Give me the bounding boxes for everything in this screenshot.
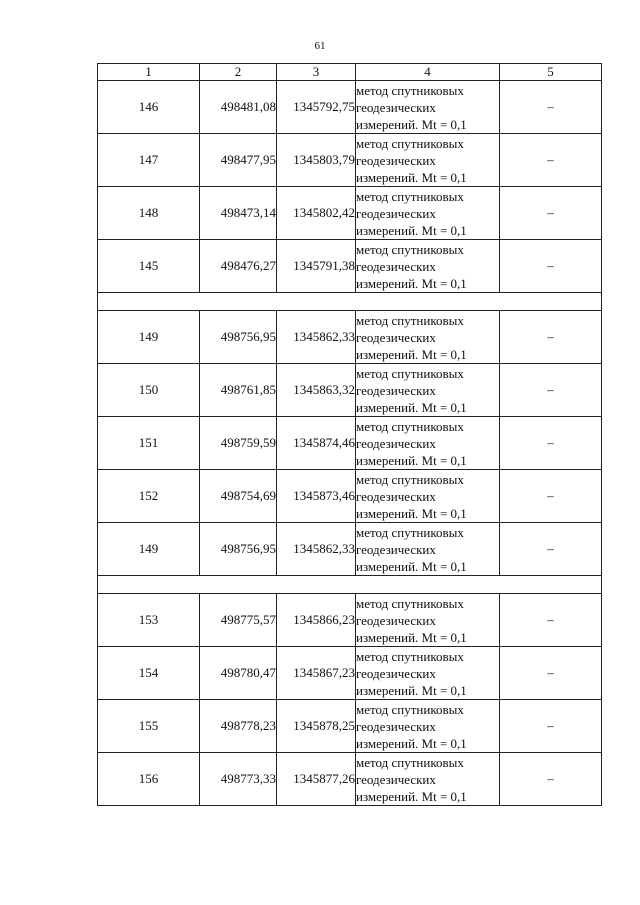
method-line: метод спутниковых: [356, 701, 464, 717]
y-coordinate-cell: 1345878,25: [277, 700, 356, 753]
method-line: измерений. Mt = 0,1: [356, 399, 467, 415]
method-line: геодезических: [356, 152, 436, 168]
method-line: измерений. Mt = 0,1: [356, 275, 467, 291]
method-line: геодезических: [356, 612, 436, 628]
method-line: метод спутниковых: [356, 524, 464, 540]
table-row: [98, 364, 602, 417]
method-line: измерений. Mt = 0,1: [356, 346, 467, 362]
header-col-2: 2: [200, 64, 277, 81]
x-coordinate-cell: 498481,08: [200, 81, 277, 134]
separator-row: [98, 293, 602, 311]
point-number-cell: 155: [98, 700, 200, 753]
x-coordinate-cell: 498778,23: [200, 700, 277, 753]
y-coordinate-cell: 1345862,33: [277, 311, 356, 364]
x-coordinate-cell: 498477,95: [200, 134, 277, 187]
header-row: [98, 64, 602, 81]
table-row: [98, 647, 602, 700]
x-coordinate-cell: 498754,69: [200, 470, 277, 523]
column-5-cell: –: [500, 240, 602, 293]
method-cell: [356, 470, 500, 523]
method-line: геодезических: [356, 258, 436, 274]
method-line: геодезических: [356, 718, 436, 734]
header-col-3: 3: [277, 64, 356, 81]
method-line: геодезических: [356, 488, 436, 504]
method-line: измерений. Mt = 0,1: [356, 682, 467, 698]
separator-cell: [98, 293, 602, 311]
table-row: [98, 523, 602, 576]
method-line: геодезических: [356, 99, 436, 115]
point-number-cell: 156: [98, 753, 200, 806]
x-coordinate-cell: 498780,47: [200, 647, 277, 700]
method-line: метод спутниковых: [356, 471, 464, 487]
method-line: метод спутниковых: [356, 648, 464, 664]
x-coordinate-cell: 498756,95: [200, 523, 277, 576]
method-line: измерений. Mt = 0,1: [356, 629, 467, 645]
method-line: метод спутниковых: [356, 595, 464, 611]
column-5-cell: –: [500, 523, 602, 576]
table-row: [98, 187, 602, 240]
method-cell: [356, 417, 500, 470]
y-coordinate-cell: 1345863,32: [277, 364, 356, 417]
y-coordinate-cell: 1345862,33: [277, 523, 356, 576]
table-row: [98, 753, 602, 806]
column-5-cell: –: [500, 81, 602, 134]
column-5-cell: –: [500, 647, 602, 700]
column-5-cell: –: [500, 470, 602, 523]
y-coordinate-cell: 1345866,23: [277, 594, 356, 647]
x-coordinate-cell: 498761,85: [200, 364, 277, 417]
column-5-cell: –: [500, 311, 602, 364]
method-line: геодезических: [356, 435, 436, 451]
column-5-cell: –: [500, 417, 602, 470]
column-5-cell: –: [500, 134, 602, 187]
point-number-cell: 147: [98, 134, 200, 187]
x-coordinate-cell: 498756,95: [200, 311, 277, 364]
method-cell: [356, 364, 500, 417]
method-line: метод спутниковых: [356, 241, 464, 257]
point-number-cell: 154: [98, 647, 200, 700]
x-coordinate-cell: 498759,59: [200, 417, 277, 470]
point-number-cell: 153: [98, 594, 200, 647]
y-coordinate-cell: 1345792,75: [277, 81, 356, 134]
method-line: измерений. Mt = 0,1: [356, 169, 467, 185]
table-row: [98, 311, 602, 364]
header-col-4: 4: [356, 64, 500, 81]
point-number-cell: 149: [98, 523, 200, 576]
x-coordinate-cell: 498476,27: [200, 240, 277, 293]
point-number-cell: 148: [98, 187, 200, 240]
method-line: геодезических: [356, 329, 436, 345]
table-row: [98, 240, 602, 293]
method-line: измерений. Mt = 0,1: [356, 558, 467, 574]
y-coordinate-cell: 1345867,23: [277, 647, 356, 700]
method-cell: [356, 647, 500, 700]
header-col-1: 1: [98, 64, 200, 81]
table-row: [98, 700, 602, 753]
y-coordinate-cell: 1345803,79: [277, 134, 356, 187]
coordinates-table: [97, 63, 602, 806]
method-line: метод спутниковых: [356, 188, 464, 204]
header-col-5: 5: [500, 64, 602, 81]
method-cell: [356, 700, 500, 753]
page-number: 61: [314, 40, 326, 52]
method-cell: [356, 187, 500, 240]
column-5-cell: –: [500, 700, 602, 753]
method-line: метод спутниковых: [356, 754, 464, 770]
point-number-cell: 150: [98, 364, 200, 417]
method-cell: [356, 523, 500, 576]
y-coordinate-cell: 1345874,46: [277, 417, 356, 470]
method-line: метод спутниковых: [356, 418, 464, 434]
separator-row: [98, 576, 602, 594]
table-body: [98, 81, 602, 806]
method-cell: [356, 753, 500, 806]
point-number-cell: 149: [98, 311, 200, 364]
method-line: метод спутниковых: [356, 365, 464, 381]
method-line: измерений. Mt = 0,1: [356, 505, 467, 521]
method-line: геодезических: [356, 665, 436, 681]
y-coordinate-cell: 1345877,26: [277, 753, 356, 806]
method-line: измерений. Mt = 0,1: [356, 735, 467, 751]
method-line: геодезических: [356, 382, 436, 398]
x-coordinate-cell: 498473,14: [200, 187, 277, 240]
method-line: измерений. Mt = 0,1: [356, 452, 467, 468]
point-number-cell: 151: [98, 417, 200, 470]
y-coordinate-cell: 1345873,46: [277, 470, 356, 523]
x-coordinate-cell: 498775,57: [200, 594, 277, 647]
table-row: [98, 470, 602, 523]
y-coordinate-cell: 1345802,42: [277, 187, 356, 240]
method-line: геодезических: [356, 771, 436, 787]
table-row: [98, 417, 602, 470]
method-line: геодезических: [356, 541, 436, 557]
separator-cell: [98, 576, 602, 594]
method-cell: [356, 594, 500, 647]
method-line: геодезических: [356, 205, 436, 221]
method-cell: [356, 81, 500, 134]
table-row: [98, 81, 602, 134]
column-5-cell: –: [500, 187, 602, 240]
y-coordinate-cell: 1345791,38: [277, 240, 356, 293]
table-row: [98, 594, 602, 647]
point-number-cell: 152: [98, 470, 200, 523]
method-cell: [356, 134, 500, 187]
method-line: метод спутниковых: [356, 312, 464, 328]
method-line: измерений. Mt = 0,1: [356, 116, 467, 132]
method-line: метод спутниковых: [356, 82, 464, 98]
method-cell: [356, 311, 500, 364]
method-line: измерений. Mt = 0,1: [356, 222, 467, 238]
column-5-cell: –: [500, 364, 602, 417]
column-5-cell: –: [500, 594, 602, 647]
column-5-cell: –: [500, 753, 602, 806]
point-number-cell: 146: [98, 81, 200, 134]
method-cell: [356, 240, 500, 293]
table-row: [98, 134, 602, 187]
method-line: метод спутниковых: [356, 135, 464, 151]
method-line: измерений. Mt = 0,1: [356, 788, 467, 804]
x-coordinate-cell: 498773,33: [200, 753, 277, 806]
point-number-cell: 145: [98, 240, 200, 293]
